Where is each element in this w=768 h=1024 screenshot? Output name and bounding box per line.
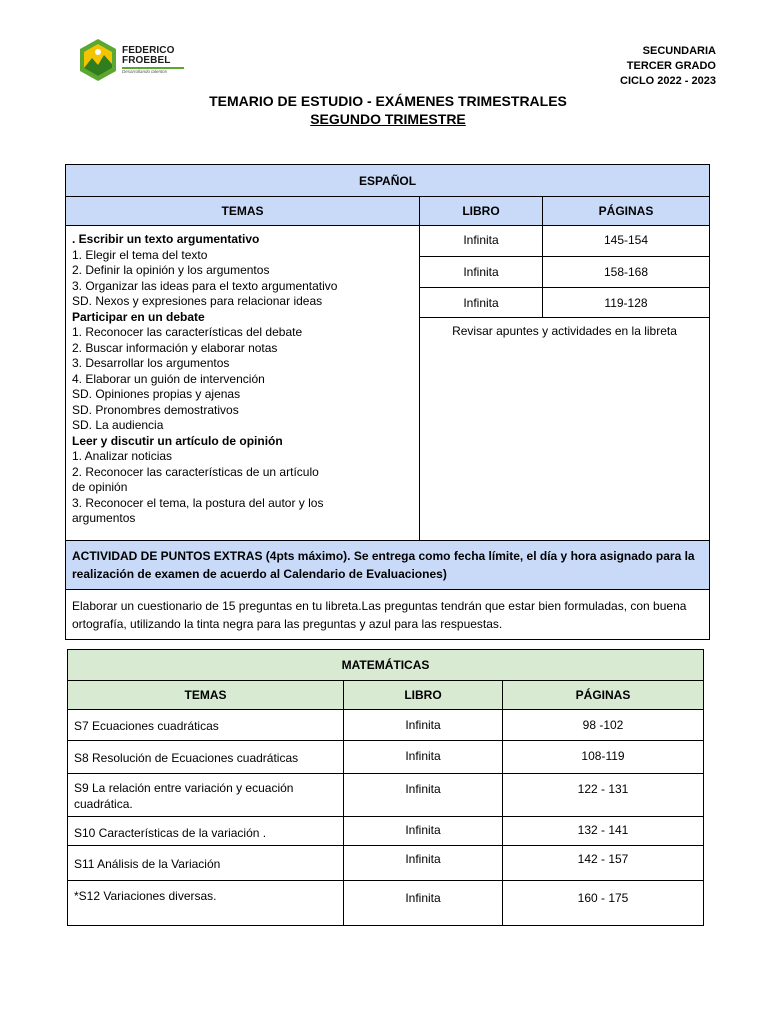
matematicas-paginas-4: 132 - 141	[503, 817, 704, 846]
espanol-topic-item: SD. Pronombres demostrativos	[72, 402, 239, 417]
matematicas-libro-2: Infinita	[344, 741, 503, 774]
table-row	[68, 817, 704, 846]
matematicas-libro-4: Infinita	[344, 817, 503, 846]
title-subtitle: SEGUNDO TRIMESTRE	[310, 111, 466, 127]
espanol-topic-item: 3. Organizar las ideas para el texto argumentativo	[72, 278, 338, 293]
logo-name-line2: FROEBEL	[122, 54, 171, 66]
matematicas-paginas-3: 122 - 131	[503, 774, 704, 817]
matematicas-header-paginas: PÁGINAS	[503, 681, 704, 710]
espanol-topic-item: de opinión	[72, 480, 128, 494]
espanol-topic-item: SD. La audiencia	[72, 418, 164, 432]
matematicas-paginas-1: 98 -102	[503, 710, 704, 741]
espanol-topic-item: 2. Buscar información y elaborar notas	[72, 340, 278, 355]
matematicas-tema-3: S9 La relación entre variación y ecuación cuadrática.	[68, 774, 344, 817]
espanol-libro-3: Infinita	[420, 288, 543, 318]
espanol-libro-1: Infinita	[420, 226, 543, 257]
espanol-topic-item: Leer y discutir un artículo de opinión	[72, 433, 283, 448]
espanol-libro-2: Infinita	[420, 257, 543, 288]
espanol-topic-item: 2. Reconocer las características de un artículo	[72, 464, 319, 479]
espanol-topic-item: 1. Elegir el tema del texto	[72, 247, 208, 262]
espanol-topic-item: argumentos	[72, 511, 136, 525]
espanol-topic-item: Participar en un debate	[72, 309, 205, 324]
logo-tagline: Desarrollando talentos	[122, 68, 168, 74]
logo-name-line1: FEDERICO	[122, 44, 175, 56]
matematicas-tema-6: *S12 Variaciones diversas.	[68, 881, 344, 926]
table-row	[68, 741, 704, 774]
espanol-topic-item: 4. Elaborar un guión de intervención	[72, 371, 265, 386]
matematicas-header-libro: LIBRO	[344, 681, 503, 710]
espanol-topic-item: 1. Analizar noticias	[72, 449, 173, 463]
school-level: SECUNDARIA	[642, 45, 716, 57]
extra-points-title: ACTIVIDAD DE PUNTOS EXTRAS (4pts máximo). Se entrega como fecha límite, el día y hora asignado para la realización de examen de acuerdo al Calendario de Evaluaciones)	[66, 541, 710, 590]
espanol-note: Revisar apuntes y actividades en la libreta	[420, 318, 710, 541]
school-grade: TERCER GRADO	[626, 60, 716, 72]
matematicas-tema-2: S8 Resolución de Ecuaciones cuadráticas	[68, 741, 344, 774]
hexagon-logo-icon	[78, 38, 118, 82]
matematicas-tema-1: S7 Ecuaciones cuadráticas	[68, 710, 344, 741]
espanol-topic-item: 1. Reconocer las características del debate	[72, 325, 303, 339]
matematicas-libro-3: Infinita	[344, 774, 503, 817]
espanol-paginas-3: 119-128	[543, 288, 710, 318]
document-title	[0, 92, 768, 128]
school-logo	[78, 38, 188, 82]
espanol-header-temas: TEMAS	[66, 197, 420, 226]
espanol-topics-list	[66, 226, 420, 541]
table-row	[68, 881, 704, 926]
matematicas-libro-1: Infinita	[344, 710, 503, 741]
matematicas-header-temas: TEMAS	[68, 681, 344, 710]
matematicas-libro-6: Infinita	[344, 881, 503, 926]
matematicas-table	[67, 649, 704, 926]
table-row	[68, 846, 704, 881]
matematicas-tema-5: S11 Análisis de la Variación	[68, 846, 344, 881]
matematicas-paginas-5: 142 - 157	[503, 846, 704, 881]
espanol-topic-item: 3. Reconocer el tema, la postura del autor y los	[72, 495, 324, 510]
school-info	[620, 44, 716, 89]
espanol-header-paginas: PÁGINAS	[543, 197, 710, 226]
espanol-topic-item: 2. Definir la opinión y los argumentos	[72, 263, 270, 277]
espanol-topic-item: SD. Nexos y expresiones para relacionar ideas	[72, 294, 323, 308]
matematicas-libro-5: Infinita	[344, 846, 503, 881]
matematicas-paginas-2: 108-119	[503, 741, 704, 774]
matematicas-tema-4: S10 Características de la variación .	[68, 817, 344, 846]
table-row	[68, 774, 704, 817]
espanol-table	[65, 164, 710, 640]
matematicas-subject-header: MATEMÁTICAS	[68, 650, 704, 681]
extra-points-description: Elaborar un cuestionario de 15 preguntas en tu libreta.Las preguntas tendrán que estar bien formuladas, con buena ortografía, utilizando la tinta negra para las preguntas y azul para las respuestas.	[66, 590, 710, 640]
espanol-topic-item: . Escribir un texto argumentativo	[72, 232, 260, 246]
title-main: TEMARIO DE ESTUDIO - EXÁMENES TRIMESTRALES	[209, 93, 567, 109]
school-cycle: CICLO 2022 - 2023	[620, 75, 716, 87]
espanol-paginas-1: 145-154	[543, 226, 710, 257]
espanol-topic-item: SD. Opiniones propias y ajenas	[72, 387, 241, 401]
espanol-paginas-2: 158-168	[543, 257, 710, 288]
espanol-topic-item: 3. Desarrollar los argumentos	[72, 356, 230, 370]
espanol-header-libro: LIBRO	[420, 197, 543, 226]
table-row	[68, 710, 704, 741]
espanol-subject-header: ESPAÑOL	[66, 165, 710, 197]
matematicas-paginas-6: 160 - 175	[503, 881, 704, 926]
